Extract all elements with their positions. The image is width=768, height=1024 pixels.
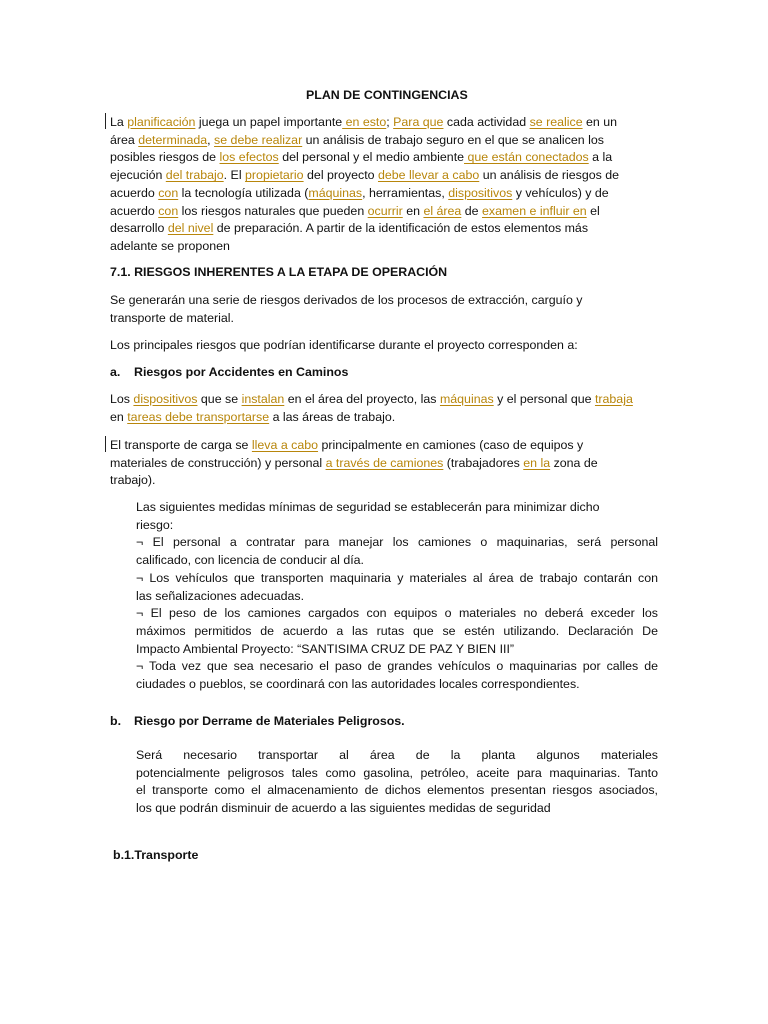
- text-run: materiales de construcción) y personal: [110, 455, 326, 470]
- text-run: desarrollo: [110, 221, 168, 236]
- text-line: [110, 292, 640, 310]
- text-line: [110, 132, 640, 150]
- item-a-heading: [110, 364, 348, 382]
- text-run: un análisis de riesgos de: [479, 168, 620, 183]
- highlighted-term[interactable]: máquinas: [439, 392, 494, 406]
- text-line: el transporte como el almacenamiento de dichos elementos presentan riesgos asociados,: [136, 783, 658, 798]
- text-run: un análisis de trabajo seguro en el que se analicen los: [302, 132, 604, 147]
- text-run: y el personal que: [493, 392, 595, 406]
- highlighted-term[interactable]: trabaja: [594, 392, 633, 406]
- text-line: ciudades o pueblos, se coordinará con las autoridades locales correspondientes.: [136, 677, 580, 692]
- text-run: adelante se proponen: [110, 238, 230, 253]
- text-line: máximos permitidos de acuerdo a las rutas que se estén utilizando. Declaración De: [136, 623, 658, 638]
- text-run: La: [110, 115, 128, 129]
- highlighted-term[interactable]: lleva a cabo: [251, 438, 319, 452]
- text-run: del personal y el medio ambiente: [278, 150, 465, 165]
- text-run: y vehículos) y de: [512, 185, 609, 200]
- text-run: acuerdo: [110, 185, 159, 200]
- extraction-paragraph: [110, 292, 640, 327]
- highlighted-term[interactable]: en la: [523, 455, 551, 470]
- text-run: . El: [223, 168, 246, 183]
- highlighted-term[interactable]: los efectos: [219, 150, 279, 165]
- text-line: ¬ El personal a contratar para manejar los camiones o maquinarias, será personal: [136, 535, 658, 550]
- document-title: PLAN DE CONTINGENCIAS: [306, 88, 468, 102]
- text-line: [110, 310, 640, 328]
- main-risks-paragraph: [110, 337, 640, 355]
- highlighted-term[interactable]: se debe realizar: [214, 132, 303, 147]
- text-run: el: [586, 203, 600, 218]
- text-line: [110, 391, 670, 409]
- highlighted-term[interactable]: con: [158, 203, 179, 218]
- text-line: [110, 238, 640, 256]
- highlighted-term[interactable]: del nivel: [167, 221, 214, 236]
- highlighted-term[interactable]: máquinas: [308, 185, 363, 200]
- text-run: acuerdo: [110, 203, 159, 218]
- item-b-label: Riesgo por Derrame de Materiales Peligrosos.: [134, 714, 405, 728]
- text-run: de preparación. A partir de la identificación de estos elementos más: [213, 221, 589, 236]
- text-run: juega un papel importante: [195, 115, 343, 129]
- text-line: [110, 185, 640, 203]
- highlighted-term[interactable]: propietario: [245, 168, 304, 183]
- text-run: área: [110, 132, 139, 147]
- devices-paragraph: [110, 391, 670, 426]
- text-line: [110, 437, 640, 455]
- text-run: , herramientas,: [362, 185, 449, 200]
- highlighted-term[interactable]: debe llevar a cabo: [377, 168, 480, 183]
- revision-bar: [105, 113, 106, 129]
- text-line: [110, 167, 640, 185]
- highlighted-term[interactable]: dispositivos: [133, 392, 198, 406]
- text-line: riesgo:: [136, 517, 174, 532]
- text-line: Las siguientes medidas mínimas de seguridad se establecerán para minimizar dicho: [136, 500, 600, 514]
- text-line: [110, 149, 640, 167]
- highlighted-term[interactable]: con: [158, 185, 179, 200]
- text-run: del proyecto: [303, 168, 378, 183]
- intro-paragraph: [110, 114, 640, 256]
- highlighted-term[interactable]: del trabajo: [165, 168, 224, 183]
- highlighted-term[interactable]: en esto: [342, 115, 387, 129]
- text-run: Los principales riesgos que podrían identificarse durante el proyecto corresponden a:: [110, 338, 578, 352]
- text-run: zona de: [550, 455, 598, 470]
- subsection-b1-heading: b.1.Transporte: [113, 848, 199, 862]
- text-run: en: [110, 409, 128, 424]
- highlighted-term[interactable]: ocurrir: [367, 203, 403, 218]
- text-run: Los: [110, 392, 134, 406]
- text-line: [110, 220, 640, 238]
- highlighted-term[interactable]: que están conectados: [464, 150, 589, 165]
- text-run: ,: [207, 132, 215, 147]
- text-run: la tecnología utilizada (: [178, 185, 309, 200]
- text-run: que se: [197, 392, 242, 406]
- highlighted-term[interactable]: el área: [423, 203, 462, 218]
- text-line: Será necesario transportar al área de la planta algunos materiales: [136, 748, 658, 762]
- text-line: los que podrán disminuir de acuerdo a las siguientes medidas de seguridad: [136, 801, 551, 816]
- text-run: ;: [386, 115, 394, 129]
- highlighted-term[interactable]: tareas debe transportarse: [127, 409, 270, 424]
- text-run: de: [461, 203, 482, 218]
- hazardous-materials-paragraph: [136, 747, 658, 818]
- text-line: [110, 114, 640, 132]
- text-line: ¬ Toda vez que sea necesario el paso de grandes vehículos o maquinarias por calles de: [136, 659, 658, 674]
- text-run: en el área del proyecto, las: [284, 392, 440, 406]
- highlighted-term[interactable]: instalan: [241, 392, 285, 406]
- text-run: posibles riesgos de: [110, 150, 220, 165]
- text-run: principalmente en camiones (caso de equipos y: [318, 438, 584, 452]
- text-line: [110, 455, 640, 473]
- text-run: en: [402, 203, 424, 218]
- item-a-label: Riesgos por Accidentes en Caminos: [134, 365, 349, 379]
- section-heading: 7.1. RIESGOS INHERENTES A LA ETAPA DE OPERACIÓN: [110, 265, 448, 279]
- revision-bar-2: [105, 436, 106, 452]
- text-run: los riesgos naturales que pueden: [178, 203, 368, 218]
- text-line: ¬ Los vehículos que transporten maquinaria y materiales al área de trabajo contarán con: [136, 570, 658, 585]
- highlighted-term[interactable]: dispositivos: [448, 185, 513, 200]
- text-line: [110, 409, 670, 427]
- text-run: transporte de material.: [110, 310, 234, 325]
- highlighted-term[interactable]: planificación: [127, 115, 196, 129]
- text-line: [110, 337, 640, 355]
- text-line: las señalizaciones adecuadas.: [136, 588, 305, 603]
- highlighted-term[interactable]: examen e influir en: [482, 203, 587, 218]
- highlighted-term[interactable]: Para que: [393, 115, 444, 129]
- text-run: El transporte de carga se: [110, 438, 252, 452]
- text-run: ejecución: [110, 168, 166, 183]
- text-line: Impacto Ambiental Proyecto: “SANTISIMA CRUZ DE PAZ Y BIEN III”: [136, 641, 515, 656]
- text-run: a las áreas de trabajo.: [269, 409, 396, 424]
- text-line: [110, 472, 640, 490]
- cargo-transport-paragraph: [110, 437, 640, 490]
- item-a-marker: a.: [110, 365, 121, 379]
- highlighted-term[interactable]: determinada: [138, 132, 208, 147]
- text-run: (trabajadores: [443, 455, 524, 470]
- item-b-heading: [110, 713, 405, 731]
- text-run: trabajo).: [110, 473, 156, 488]
- item-b-marker: b.: [110, 714, 122, 728]
- text-run: en un: [582, 115, 618, 129]
- safety-measures-list: [136, 499, 658, 694]
- text-run: a la: [588, 150, 613, 165]
- text-run: cada actividad: [443, 115, 530, 129]
- highlighted-term[interactable]: a través de camiones: [325, 455, 444, 470]
- text-line: [110, 203, 640, 221]
- text-line: ¬ El peso de los camiones cargados con equipos o materiales no deberá exceder los: [136, 606, 658, 621]
- highlighted-term[interactable]: se realice: [529, 115, 583, 129]
- text-line: calificado, con licencia de conducir al día.: [136, 553, 364, 568]
- text-line: potencialmente peligrosos tales como gasolina, petróleo, aceite para maquinarias. Tanto: [136, 765, 658, 780]
- text-run: Se generarán una serie de riesgos derivados de los procesos de extracción, carguío y: [110, 293, 583, 307]
